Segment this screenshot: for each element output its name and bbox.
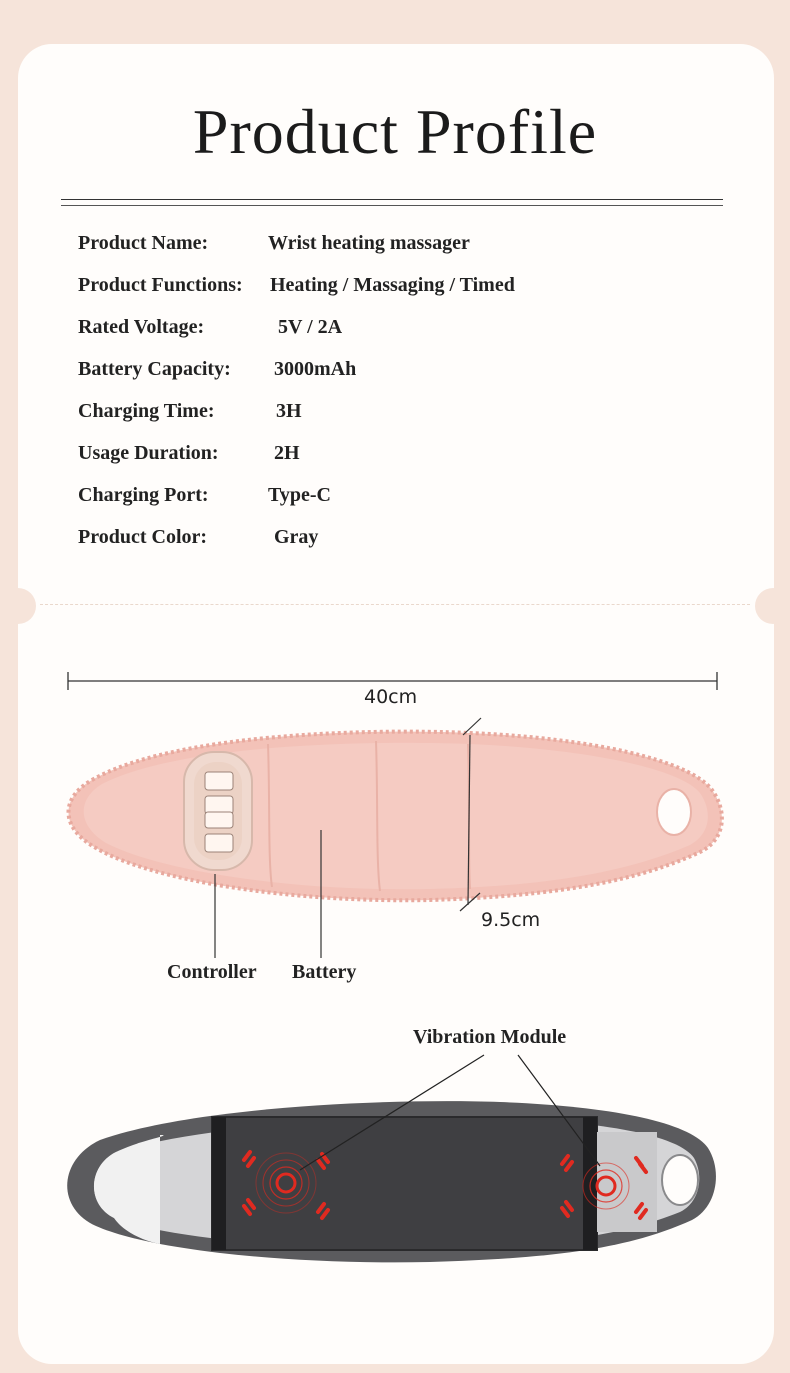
spec-label: Rated Voltage: xyxy=(78,316,205,338)
width-label: 9.5cm xyxy=(481,909,541,931)
controller-panel xyxy=(184,752,252,870)
spec-value: 5V / 2A xyxy=(278,316,343,338)
controller-label: Controller xyxy=(167,961,257,983)
pink-wrist-band xyxy=(68,732,721,901)
spec-value: 2H xyxy=(274,442,300,464)
spec-label: Charging Port: xyxy=(78,484,209,506)
spec-label: Usage Duration: xyxy=(78,442,219,464)
gray-wrist-band xyxy=(67,1101,716,1262)
page-title: Product Profile xyxy=(192,96,598,167)
spec-value: 3H xyxy=(276,400,302,422)
spec-value: Gray xyxy=(274,526,319,548)
spec-value: Heating / Massaging / Timed xyxy=(270,274,515,296)
spec-value: Wrist heating massager xyxy=(268,232,470,254)
spec-label: Product Color: xyxy=(78,526,208,548)
spec-label: Product Functions: xyxy=(78,274,243,296)
battery-label: Battery xyxy=(292,961,357,983)
spec-value: Type-C xyxy=(268,484,331,506)
vibration-module-label: Vibration Module xyxy=(413,1026,567,1048)
spec-value: 3000mAh xyxy=(274,358,357,380)
spec-label: Charging Time: xyxy=(78,400,215,422)
spec-label: Battery Capacity: xyxy=(78,358,231,380)
length-label: 40cm xyxy=(364,686,418,708)
spec-label: Product Name: xyxy=(78,232,209,254)
